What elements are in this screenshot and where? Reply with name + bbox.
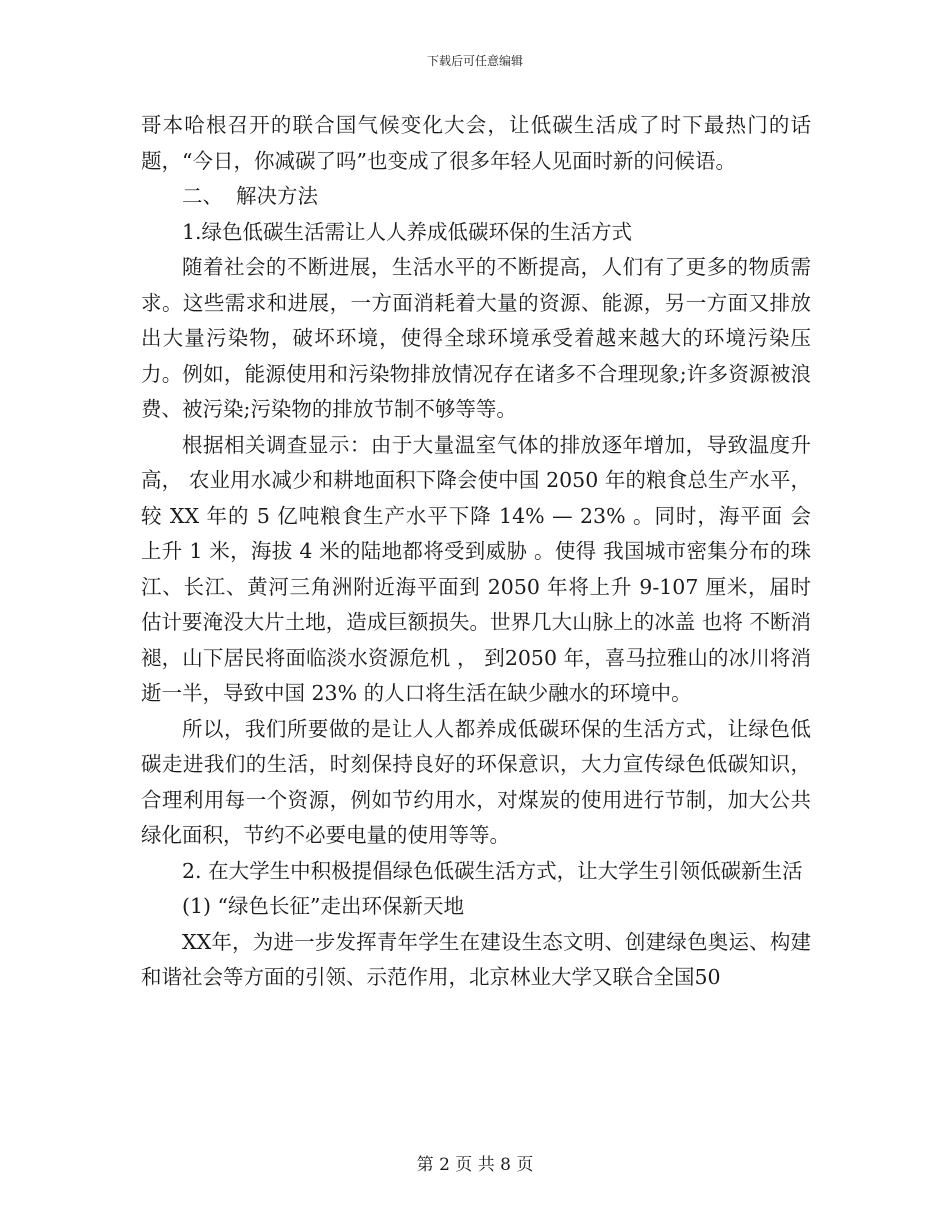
paragraph: 所以，我们所要做的是让人人都养成低碳环保的生活方式，让绿色低碳走进我们的生活，时刻保持良好的环保意识，大力宣传绿色低碳知识，合理利用每一个资源，例如节约用水，对煤炭的使用进行节制，加大公共绿化面积，节约不必要电量的使用等等。: [141, 716, 811, 847]
subsection-heading-2: 2. 在大学生中积极提倡绿色低碳生活方式，让大学生引领低碳新生活: [182, 858, 803, 883]
paragraph: 随着社会的不断进展，生活水平的不断提高，人们有了更多的物质需求。这些需求和进展，一方面消耗着大量的资源、能源，另一方面又排放出大量污染物，破坏环境，使得全球环境承受着越来越大的环境污染压力。例如，能源使用和污染物排放情况存在诸多不合理现象;许多资源被浪费、被污染;污染物的排放节制不够等等。: [141, 255, 811, 421]
page-header: 下载后可任意编辑: [426, 54, 523, 68]
paragraph: XX年，为进一步发挥青年学生在建设生态文明、创建绿色奥运、构建和谐社会等方面的引领、示范作用，北京林业大学又联合全国50: [141, 929, 811, 989]
document-body: [141, 108, 818, 996]
paragraph-continued: 哥本哈根召开的联合国气候变化大会，让低碳生活成了时下最热门的话题，“今日，你减碳了吗”也变成了很多年轻人见面时新的问候语。: [141, 113, 811, 173]
paragraph: 根据相关调查显示：由于大量温室气体的排放逐年增加，导致温度升高， 农业用水减少和耕地面积下降会使中国 2050 年的粮食总生产水平，较 XX 年的 5 亿吨粮食生产水平下降 14% — 23% 。同时，海平面 会 上升 1 米，海拔 4 米的陆地都将受到威胁 。使得 我国城市密集分布的珠江、长江、黄河三角洲附近海平面到 2050 年将上升 9-107 厘米，届时估计要淹没大片土地，造成巨额损失。世界几大山脉上的冰盖 也将 不断消褪，山下居民将面临淡水资源危机 ， 到2050 年，喜马拉雅山的冰川将消逝一半，导致中国 23% 的人口将生活在缺少融水的环境中。: [141, 432, 818, 705]
sub-item-heading: (1) “绿色长征”走出环保新天地: [182, 894, 465, 918]
section-heading: 二、 解决方法: [182, 184, 319, 208]
page-footer: 第 2 页 共 8 页: [416, 1155, 534, 1175]
subsection-heading-1: 1.绿色低碳生活需让人人养成低碳环保的生活方式: [182, 219, 633, 244]
